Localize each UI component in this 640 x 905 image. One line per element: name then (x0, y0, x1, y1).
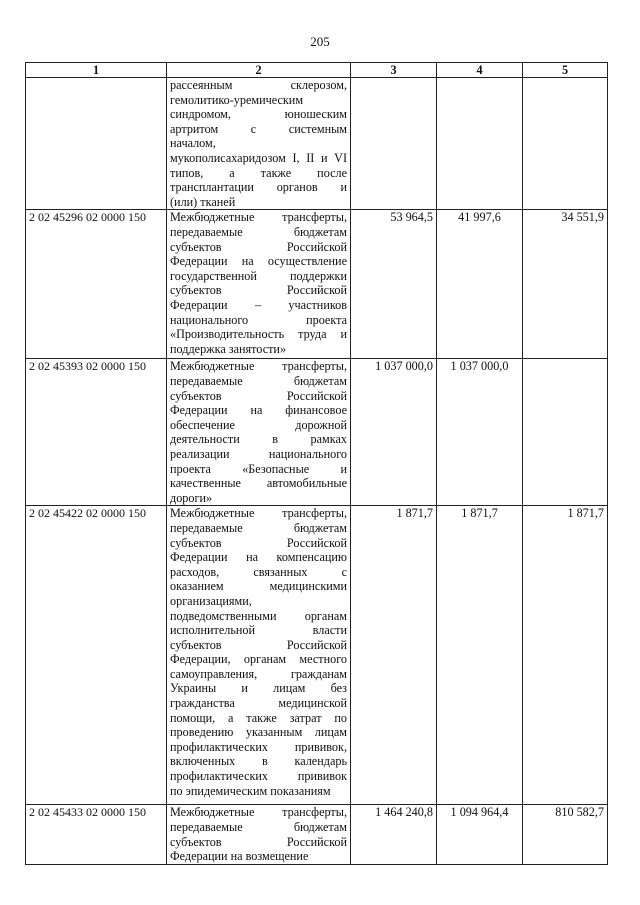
description-line: расходов, связанных с (170, 564, 347, 579)
column-header-1: 1 (26, 63, 167, 78)
budget-code-cell: 2 02 45422 02 0000 150 (26, 506, 167, 805)
description-line: помощи, а также затрат по (170, 710, 347, 725)
table-row (26, 506, 608, 805)
page-number: 205 (310, 34, 330, 49)
description-line: передаваемые бюджетам (170, 373, 347, 388)
description-line: рассеянным склерозом, (170, 78, 347, 92)
description-line: Межбюджетные трансферты, (170, 506, 347, 521)
column-header-5: 5 (523, 63, 608, 78)
amount-cell-col5 (523, 78, 608, 210)
description-line: мукополисахаридозом I, II и VI (170, 150, 347, 165)
column-header-3: 3 (351, 63, 437, 78)
description-line: Федерации на финансовое (170, 403, 347, 418)
description-line: самоуправления, гражданам (170, 666, 347, 681)
description-line: субъектов Российской (170, 834, 347, 849)
description-line: проекта «Безопасные и (170, 461, 347, 476)
description-line: субъектов Российской (170, 283, 347, 298)
description-line: подведомственными органам (170, 608, 347, 623)
amount-cell-col4 (437, 78, 523, 210)
amount-cell-col4: 1 094 964,4 (437, 805, 523, 864)
amount-cell-col3: 1 464 240,8 (351, 805, 437, 864)
description-line: субъектов Российской (170, 535, 347, 550)
description-line: исполнительной власти (170, 623, 347, 638)
description-cell (167, 210, 351, 359)
description-line: синдромом, юношеским (170, 107, 347, 122)
amount-cell-col3: 53 964,5 (351, 210, 437, 359)
amount-cell-col4: 1 871,7 (437, 506, 523, 805)
description-line: передаваемые бюджетам (170, 819, 347, 834)
description-line: проведению указанным лицам (170, 725, 347, 740)
amount-cell-col4: 41 997,6 (437, 210, 523, 359)
description-line: Межбюджетные трансферты, (170, 210, 347, 225)
column-header-4: 4 (437, 63, 523, 78)
table-row (26, 78, 608, 210)
description-line: субъектов Российской (170, 388, 347, 403)
description-line: Федерации на осуществление (170, 254, 347, 269)
amount-cell-col5: 1 871,7 (523, 506, 608, 805)
budget-code-cell: 2 02 45393 02 0000 150 (26, 359, 167, 506)
description-line: деятельности в рамках (170, 432, 347, 447)
description-line: Федерации на возмещение (170, 849, 309, 864)
description-line: передаваемые бюджетам (170, 224, 347, 239)
description-line: субъектов Российской (170, 637, 347, 652)
description-line: профилактических прививок, (170, 739, 347, 754)
description-line: Федерации – участников (170, 297, 347, 312)
amount-cell-col3: 1 871,7 (351, 506, 437, 805)
description-line: субъектов Российской (170, 239, 347, 254)
description-line: Федерации на компенсацию (170, 550, 347, 565)
description-line: государственной поддержки (170, 268, 347, 283)
description-line: передаваемые бюджетам (170, 520, 347, 535)
description-cell (167, 78, 351, 210)
amount-cell-col4: 1 037 000,0 (437, 359, 523, 506)
amount-cell-col3: 1 037 000,0 (351, 359, 437, 506)
table-row (26, 359, 608, 506)
description-line: Федерации, органам местного (170, 652, 347, 667)
budget-code-cell (26, 78, 167, 210)
description-line: дороги» (170, 490, 213, 505)
description-line: организациями, (170, 593, 252, 608)
amount-cell-col5: 34 551,9 (523, 210, 608, 359)
description-line: артритом с системным (170, 121, 347, 136)
budget-code-cell: 2 02 45433 02 0000 150 (26, 805, 167, 864)
description-cell (167, 506, 351, 805)
description-line: профилактических прививок (170, 769, 347, 784)
table-row (26, 805, 608, 864)
description-line: началом, (170, 136, 216, 151)
description-line: Межбюджетные трансферты, (170, 805, 347, 820)
header-row (26, 63, 608, 78)
description-line: (или) тканей (170, 194, 236, 209)
amount-cell-col5 (523, 359, 608, 506)
amount-cell-col5: 810 582,7 (523, 805, 608, 864)
description-line: Украины и лицам без (170, 681, 347, 696)
amount-cell-col3 (351, 78, 437, 210)
description-line: качественные автомобильные (170, 476, 347, 491)
description-line: реализации национального (170, 446, 347, 461)
table-row (26, 210, 608, 359)
description-line: Межбюджетные трансферты, (170, 359, 347, 374)
description-line: поддержка занятости» (170, 341, 287, 356)
description-cell (167, 359, 351, 506)
column-header-2: 2 (167, 63, 351, 78)
budget-table (25, 62, 608, 865)
description-line: типов, а также после (170, 165, 347, 180)
description-cell (167, 805, 351, 864)
description-line: включенных в календарь (170, 754, 347, 769)
description-line: оказанием медицинскими (170, 579, 347, 594)
budget-code-cell: 2 02 45296 02 0000 150 (26, 210, 167, 359)
description-line: гемолитико-уремическим (170, 92, 304, 107)
description-line: обеспечение дорожной (170, 417, 347, 432)
description-line: трансплантации органов и (170, 180, 347, 195)
description-line: национального проекта (170, 312, 347, 327)
description-line: по эпидемическим показаниям (170, 783, 331, 798)
description-line: «Производительность труда и (170, 327, 347, 342)
description-line: гражданства медицинской (170, 696, 347, 711)
